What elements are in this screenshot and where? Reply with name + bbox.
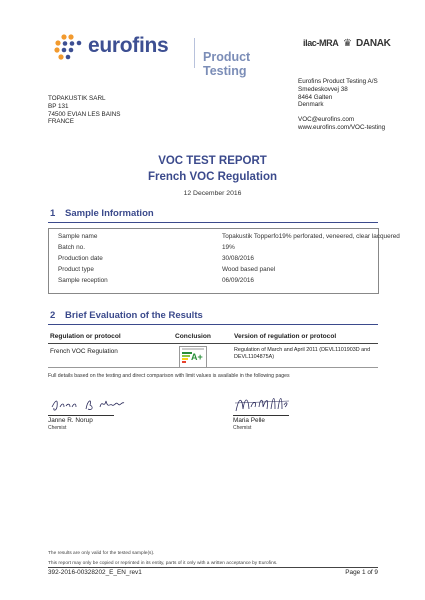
report-date: 12 December 2016 (183, 190, 242, 197)
sample-label: Sample reception (58, 277, 108, 284)
client-address-line: 74500 EVIAN LES BAINS (48, 110, 121, 118)
column-header-regulation: Regulation or protocol (50, 333, 121, 340)
column-header-version: Version of regulation or protocol (234, 333, 337, 340)
section-heading-brief-evaluation (50, 310, 203, 321)
sample-value: Topakustik Topperfo19% perforated, veneered, clear lacquered (222, 233, 400, 240)
version-cell: Regulation of March and April 2011 (DEVL1101903D and DEVL1104875A) (234, 347, 371, 360)
sample-label: Product type (58, 266, 94, 273)
ilac-mra-logo: ilac-MRA (303, 38, 339, 48)
lab-address-line: 8464 Galten (298, 93, 333, 101)
report-subtitle: French VOC Regulation (147, 171, 278, 183)
sample-label: Production date (58, 255, 103, 262)
crown-icon: ♛ (343, 38, 352, 49)
signature-line (48, 415, 114, 416)
lab-address-line: Smedeskovvej 38 (298, 85, 348, 93)
logo-division: Product Testing (203, 50, 251, 78)
sample-label: Sample name (58, 233, 98, 240)
danak-logo: DANAK (356, 38, 391, 49)
regulation-cell: French VOC Regulation (50, 348, 118, 355)
report-title: VOC TEST REPORT (158, 155, 267, 167)
a-plus-label-badge (179, 346, 207, 368)
label-header-strip (182, 348, 204, 350)
sample-value: 06/09/2016 (222, 277, 254, 284)
sample-value: 30/08/2016 (222, 255, 254, 262)
signature-line (233, 415, 289, 416)
logo-wordmark: eurofins (88, 34, 169, 57)
signatory-role: Chemist (233, 425, 252, 431)
footer-copy-note: This report may only be copied or reprinted in its entity, parts of it only with a written acceptance by Eurofins. (48, 561, 278, 566)
evaluation-table-header (48, 333, 378, 344)
eurofins-dots-icon (48, 28, 88, 68)
section-divider (48, 324, 378, 325)
signatory-role: Chemist (48, 425, 67, 431)
footer-validity-note: The results are only valid for the tested sample(s). (48, 551, 155, 556)
conclusion-grade: A+ (191, 352, 203, 362)
sample-label: Batch no. (58, 244, 86, 251)
evaluation-table-row (48, 345, 378, 368)
lab-address-line: Eurofins Product Testing A/S (298, 78, 378, 85)
sample-value: Wood based panel (222, 266, 276, 273)
sample-information-table (48, 228, 400, 294)
document-id: 392-2016-00328202_E_EN_rev1 (48, 569, 142, 576)
section-title: Brief Evaluation of the Results (65, 310, 203, 321)
client-address-line: TOPAKUSTIK SARL (48, 95, 106, 102)
sample-value: 19% (222, 244, 235, 251)
logo-separator (194, 38, 195, 68)
signature-maria-pelle (233, 393, 293, 415)
client-address (48, 95, 120, 126)
evaluation-note: Full details based on the testing and direct comparison with limit values is available in the following pages (48, 373, 290, 379)
client-address-line: FRANCE (48, 118, 74, 126)
section-number: 1 (50, 208, 56, 219)
column-header-conclusion: Conclusion (175, 333, 211, 340)
lab-email-link[interactable]: VOC@eurofins.com (298, 116, 355, 124)
section-title: Sample Information (65, 208, 154, 219)
signatory-name: Maria Pelle (233, 417, 265, 424)
section-heading-sample-information (50, 208, 154, 219)
lab-website-link[interactable]: www.eurofins.com/VOC-testing (298, 123, 386, 131)
client-address-line: BP 131 (48, 102, 69, 110)
section-number: 2 (50, 310, 56, 321)
footer-divider (48, 567, 378, 568)
page-number: Page 1 of 9 (345, 569, 378, 576)
lab-address-line: Denmark (298, 101, 324, 109)
section-divider (48, 222, 378, 223)
accreditation-logos (303, 38, 393, 62)
lab-address (298, 78, 385, 132)
signature-janne-norup (48, 395, 138, 415)
eurofins-logo (48, 28, 278, 78)
signatory-name: Janne R. Norup (48, 417, 93, 424)
